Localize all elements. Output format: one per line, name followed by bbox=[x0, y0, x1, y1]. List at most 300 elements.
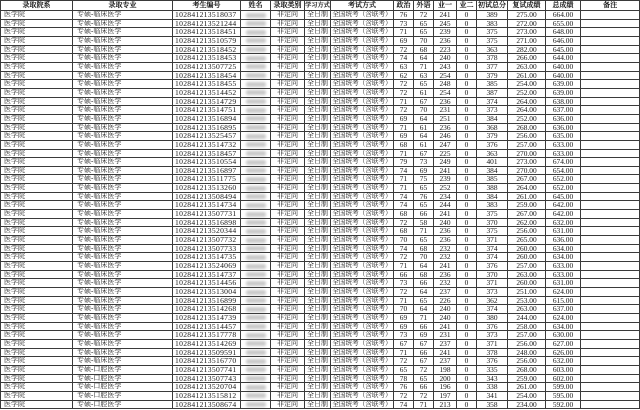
cell-politics-score: 65 bbox=[394, 366, 414, 374]
cell-remark bbox=[581, 271, 640, 279]
cell-name bbox=[241, 80, 271, 88]
cell-dept: 医学院 bbox=[1, 305, 73, 313]
cell-exam-mode: 全国统考（含联考） bbox=[331, 167, 394, 175]
cell-politics-score: 74 bbox=[394, 54, 414, 62]
cell-course1-score: 241 bbox=[434, 11, 457, 19]
cell-exam-id: 102841213513260 bbox=[173, 184, 241, 192]
cell-study-mode: 全日制 bbox=[305, 37, 331, 45]
cell-exam-id: 102841213511775 bbox=[173, 175, 241, 183]
cell-total-score: 635.00 bbox=[546, 132, 581, 140]
cell-major: 专硕-临床医学 bbox=[73, 227, 173, 235]
cell-retest-score: 270.00 bbox=[508, 167, 546, 175]
cell-exam-mode: 全国统考（含联考） bbox=[331, 54, 394, 62]
cell-politics-score: 76 bbox=[394, 11, 414, 19]
cell-major: 专硕-临床医学 bbox=[73, 323, 173, 331]
cell-course2-score: 0 bbox=[457, 392, 477, 400]
cell-retest-score: 256.00 bbox=[508, 132, 546, 140]
cell-initial-total: 380 bbox=[477, 314, 508, 322]
cell-course2-score: 0 bbox=[457, 219, 477, 227]
cell-course2-score: 0 bbox=[457, 245, 477, 253]
cell-remark bbox=[581, 106, 640, 114]
cell-initial-total: 378 bbox=[477, 349, 508, 357]
cell-exam-mode: 全国统考（含联考） bbox=[331, 392, 394, 400]
cell-total-score: 639.00 bbox=[546, 89, 581, 97]
cell-remark bbox=[581, 132, 640, 140]
cell-initial-total: 379 bbox=[477, 132, 508, 140]
cell-language-score: 67 bbox=[414, 340, 434, 348]
cell-retest-score: 253.00 bbox=[508, 297, 546, 305]
cell-language-score: 67 bbox=[414, 357, 434, 365]
table-row bbox=[1, 106, 640, 115]
table-row bbox=[1, 28, 640, 37]
cell-total-score: 640.00 bbox=[546, 72, 581, 80]
cell-course2-score: 0 bbox=[457, 167, 477, 175]
cell-exam-mode: 全国统考（含联考） bbox=[331, 124, 394, 132]
cell-retest-score: 273.00 bbox=[508, 158, 546, 166]
blurred-name bbox=[246, 73, 266, 78]
blurred-name bbox=[246, 21, 266, 26]
blurred-name bbox=[246, 376, 266, 381]
cell-course1-score: 226 bbox=[434, 297, 457, 305]
cell-retest-score: 272.00 bbox=[508, 20, 546, 28]
cell-exam-mode: 全国统考（含联考） bbox=[331, 297, 394, 305]
table-row bbox=[1, 11, 640, 20]
cell-remark bbox=[581, 357, 640, 365]
table-row bbox=[1, 253, 640, 262]
cell-study-mode: 全日制 bbox=[305, 245, 331, 253]
cell-name bbox=[241, 297, 271, 305]
blurred-name bbox=[246, 64, 266, 69]
cell-initial-total: 375 bbox=[477, 37, 508, 45]
cell-politics-score: 68 bbox=[394, 141, 414, 149]
cell-language-score: 72 bbox=[414, 392, 434, 400]
cell-retest-score: 252.00 bbox=[508, 115, 546, 123]
cell-exam-id: 102841213516770 bbox=[173, 357, 241, 365]
blurred-name bbox=[246, 264, 266, 269]
cell-exam-mode: 全国统考（含联考） bbox=[331, 401, 394, 409]
cell-category: 非定向 bbox=[271, 80, 305, 88]
cell-total-score: 634.00 bbox=[546, 323, 581, 331]
cell-category: 非定向 bbox=[271, 141, 305, 149]
cell-total-score: 636.00 bbox=[546, 124, 581, 132]
cell-initial-total: 373 bbox=[477, 331, 508, 339]
cell-language-score: 70 bbox=[414, 106, 434, 114]
cell-dept: 医学院 bbox=[1, 115, 73, 123]
cell-exam-mode: 全国统考（含联考） bbox=[331, 193, 394, 201]
blurred-name bbox=[246, 168, 266, 173]
table-row bbox=[1, 297, 640, 306]
cell-language-score: 75 bbox=[414, 175, 434, 183]
cell-total-score: 640.00 bbox=[546, 63, 581, 71]
blurred-name bbox=[246, 194, 266, 199]
cell-remark bbox=[581, 262, 640, 270]
cell-study-mode: 全日制 bbox=[305, 132, 331, 140]
cell-exam-id: 102841213514457 bbox=[173, 323, 241, 331]
cell-exam-mode: 全国统考（含联考） bbox=[331, 210, 394, 218]
cell-study-mode: 全日制 bbox=[305, 366, 331, 374]
cell-exam-mode: 全国统考（含联考） bbox=[331, 20, 394, 28]
cell-course1-score: 236 bbox=[434, 37, 457, 45]
cell-course1-score: 248 bbox=[434, 80, 457, 88]
cell-remark bbox=[581, 141, 640, 149]
cell-language-score: 65 bbox=[414, 80, 434, 88]
cell-major: 专硕-临床医学 bbox=[73, 124, 173, 132]
cell-total-score: 603.00 bbox=[546, 366, 581, 374]
cell-exam-id: 102841213510579 bbox=[173, 37, 241, 45]
cell-exam-id: 102841213507731 bbox=[173, 210, 241, 218]
cell-exam-id: 102841213518454 bbox=[173, 72, 241, 80]
cell-remark bbox=[581, 124, 640, 132]
cell-politics-score: 66 bbox=[394, 271, 414, 279]
cell-exam-id: 102841213517778 bbox=[173, 331, 241, 339]
cell-dept: 医学院 bbox=[1, 72, 73, 80]
cell-retest-score: 271.00 bbox=[508, 37, 546, 45]
table-row bbox=[1, 175, 640, 184]
cell-major: 专硕-口腔医学 bbox=[73, 375, 173, 383]
cell-total-score: 655.00 bbox=[546, 20, 581, 28]
cell-course1-score: 240 bbox=[434, 54, 457, 62]
blurred-name bbox=[246, 47, 266, 52]
cell-dept: 医学院 bbox=[1, 357, 73, 365]
cell-language-score: 64 bbox=[414, 305, 434, 313]
cell-politics-score: 71 bbox=[394, 262, 414, 270]
cell-major: 专硕-临床医学 bbox=[73, 201, 173, 209]
cell-total-score: 632.00 bbox=[546, 357, 581, 365]
cell-total-score: 634.00 bbox=[546, 245, 581, 253]
cell-initial-total: 370 bbox=[477, 219, 508, 227]
cell-major: 专硕-临床医学 bbox=[73, 158, 173, 166]
cell-exam-mode: 全国统考（含联考） bbox=[331, 271, 394, 279]
cell-course1-score: 241 bbox=[434, 262, 457, 270]
cell-politics-score: 68 bbox=[394, 210, 414, 218]
cell-dept: 医学院 bbox=[1, 46, 73, 54]
cell-name bbox=[241, 175, 271, 183]
cell-course1-score: 244 bbox=[434, 201, 457, 209]
cell-retest-score: 268.00 bbox=[508, 124, 546, 132]
blurred-name bbox=[246, 177, 266, 182]
cell-dept: 医学院 bbox=[1, 383, 73, 391]
cell-retest-score: 275.00 bbox=[508, 11, 546, 19]
blurred-name bbox=[246, 134, 266, 139]
cell-course1-score: 239 bbox=[434, 175, 457, 183]
cell-category: 非定向 bbox=[271, 279, 305, 287]
cell-study-mode: 全日制 bbox=[305, 210, 331, 218]
cell-study-mode: 全日制 bbox=[305, 357, 331, 365]
cell-remark bbox=[581, 115, 640, 123]
cell-course2-score: 0 bbox=[457, 366, 477, 374]
cell-course2-score: 0 bbox=[457, 28, 477, 36]
cell-exam-id: 102841213507733 bbox=[173, 245, 241, 253]
cell-remark bbox=[581, 11, 640, 19]
cell-politics-score: 74 bbox=[394, 167, 414, 175]
cell-initial-total: 378 bbox=[477, 54, 508, 62]
cell-initial-total: 384 bbox=[477, 193, 508, 201]
cell-total-score: 632.00 bbox=[546, 219, 581, 227]
cell-course2-score: 0 bbox=[457, 340, 477, 348]
cell-language-score: 67 bbox=[414, 98, 434, 106]
cell-total-score: 654.00 bbox=[546, 167, 581, 175]
cell-initial-total: 376 bbox=[477, 262, 508, 270]
cell-course2-score: 0 bbox=[457, 37, 477, 45]
blurred-name bbox=[246, 255, 266, 260]
cell-name bbox=[241, 132, 271, 140]
cell-dept: 医学院 bbox=[1, 167, 73, 175]
cell-exam-id: 102841213516897 bbox=[173, 167, 241, 175]
cell-remark bbox=[581, 227, 640, 235]
cell-name bbox=[241, 63, 271, 71]
cell-category: 非定向 bbox=[271, 124, 305, 132]
table-row bbox=[1, 150, 640, 159]
cell-exam-id: 102841213518453 bbox=[173, 54, 241, 62]
cell-exam-mode: 全国统考（含联考） bbox=[331, 98, 394, 106]
cell-language-score: 68 bbox=[414, 46, 434, 54]
cell-dept: 医学院 bbox=[1, 297, 73, 305]
cell-study-mode: 全日制 bbox=[305, 46, 331, 54]
blurred-name bbox=[246, 229, 266, 234]
cell-politics-score: 72 bbox=[394, 392, 414, 400]
cell-retest-score: 256.00 bbox=[508, 357, 546, 365]
cell-initial-total: 376 bbox=[477, 357, 508, 365]
cell-exam-mode: 全国统考（含联考） bbox=[331, 106, 394, 114]
table-row bbox=[1, 279, 640, 288]
table-row bbox=[1, 288, 640, 297]
cell-major: 专硕-临床医学 bbox=[73, 98, 173, 106]
cell-remark bbox=[581, 175, 640, 183]
cell-course1-score: 237 bbox=[434, 288, 457, 296]
cell-name bbox=[241, 236, 271, 244]
cell-major: 专硕-临床医学 bbox=[73, 288, 173, 296]
table-row bbox=[1, 124, 640, 133]
cell-language-score: 65 bbox=[414, 375, 434, 383]
blurred-name bbox=[246, 212, 266, 217]
cell-course2-score: 0 bbox=[457, 305, 477, 313]
table-row bbox=[1, 401, 640, 410]
cell-exam-mode: 全国统考（含联考） bbox=[331, 150, 394, 158]
cell-initial-total: 371 bbox=[477, 340, 508, 348]
cell-remark bbox=[581, 305, 640, 313]
cell-name bbox=[241, 392, 271, 400]
cell-course1-score: 225 bbox=[434, 150, 457, 158]
cell-course1-score: 236 bbox=[434, 124, 457, 132]
cell-politics-score: 78 bbox=[394, 375, 414, 383]
cell-study-mode: 全日制 bbox=[305, 72, 331, 80]
cell-initial-total: 379 bbox=[477, 72, 508, 80]
cell-name bbox=[241, 11, 271, 19]
cell-remark bbox=[581, 150, 640, 158]
cell-major: 专硕-口腔医学 bbox=[73, 366, 173, 374]
cell-category: 非定向 bbox=[271, 46, 305, 54]
cell-course2-score: 0 bbox=[457, 132, 477, 140]
cell-language-score: 71 bbox=[414, 227, 434, 235]
cell-exam-id: 102841213515812 bbox=[173, 392, 241, 400]
cell-course2-score: 0 bbox=[457, 175, 477, 183]
header-exam-id: 考生编号 bbox=[173, 1, 241, 10]
cell-politics-score: 72 bbox=[394, 106, 414, 114]
cell-retest-score: 257.00 bbox=[508, 262, 546, 270]
cell-politics-score: 71 bbox=[394, 184, 414, 192]
cell-major: 专硕-临床医学 bbox=[73, 20, 173, 28]
cell-category: 非定向 bbox=[271, 210, 305, 218]
blurred-name bbox=[246, 281, 266, 286]
blurred-name bbox=[246, 142, 266, 147]
cell-course2-score: 0 bbox=[457, 150, 477, 158]
header-initial-total: 初试总分 bbox=[478, 1, 506, 9]
cell-study-mode: 全日制 bbox=[305, 193, 331, 201]
cell-remark bbox=[581, 383, 640, 391]
cell-course1-score: 247 bbox=[434, 141, 457, 149]
cell-study-mode: 全日制 bbox=[305, 392, 331, 400]
cell-course2-score: 0 bbox=[457, 314, 477, 322]
cell-politics-score: 71 bbox=[394, 297, 414, 305]
cell-exam-mode: 全国统考（含联考） bbox=[331, 37, 394, 45]
cell-category: 非定向 bbox=[271, 167, 305, 175]
cell-name bbox=[241, 106, 271, 114]
cell-retest-score: 251.00 bbox=[508, 288, 546, 296]
cell-language-score: 64 bbox=[414, 288, 434, 296]
cell-study-mode: 全日制 bbox=[305, 323, 331, 331]
cell-study-mode: 全日制 bbox=[305, 106, 331, 114]
cell-language-score: 71 bbox=[414, 314, 434, 322]
cell-dept: 医学院 bbox=[1, 288, 73, 296]
cell-exam-id: 102841213518037 bbox=[173, 11, 241, 19]
cell-politics-score: 72 bbox=[394, 357, 414, 365]
cell-name bbox=[241, 115, 271, 123]
cell-total-score: 636.00 bbox=[546, 236, 581, 244]
cell-name bbox=[241, 340, 271, 348]
cell-remark bbox=[581, 167, 640, 175]
cell-study-mode: 全日制 bbox=[305, 340, 331, 348]
cell-total-score: 664.00 bbox=[546, 11, 581, 19]
table-row bbox=[1, 37, 640, 46]
cell-course2-score: 0 bbox=[457, 262, 477, 270]
cell-name bbox=[241, 219, 271, 227]
cell-course2-score: 0 bbox=[457, 98, 477, 106]
cell-category: 非定向 bbox=[271, 297, 305, 305]
cell-total-score: 644.00 bbox=[546, 54, 581, 62]
cell-exam-id: 102841213510554 bbox=[173, 158, 241, 166]
cell-study-mode: 全日制 bbox=[305, 305, 331, 313]
cell-dept: 医学院 bbox=[1, 106, 73, 114]
cell-course2-score: 0 bbox=[457, 323, 477, 331]
cell-exam-id: 102841213520344 bbox=[173, 227, 241, 235]
header-course1-score: 业一 bbox=[434, 1, 457, 10]
header-category: 录取类别 bbox=[271, 1, 305, 10]
cell-exam-mode: 全国统考（含联考） bbox=[331, 115, 394, 123]
cell-total-score: 642.00 bbox=[546, 210, 581, 218]
cell-exam-id: 102841213513004 bbox=[173, 288, 241, 296]
blurred-name bbox=[246, 290, 266, 295]
blurred-name bbox=[246, 238, 266, 243]
cell-exam-mode: 全国统考（含联考） bbox=[331, 253, 394, 261]
cell-category: 非定向 bbox=[271, 314, 305, 322]
cell-total-score: 633.00 bbox=[546, 150, 581, 158]
cell-category: 非定向 bbox=[271, 37, 305, 45]
blurred-name bbox=[246, 116, 266, 121]
cell-course1-score: 240 bbox=[434, 305, 457, 313]
cell-course1-score: 241 bbox=[434, 167, 457, 175]
cell-language-score: 65 bbox=[414, 201, 434, 209]
cell-dept: 医学院 bbox=[1, 331, 73, 339]
cell-politics-score: 63 bbox=[394, 63, 414, 71]
cell-study-mode: 全日制 bbox=[305, 158, 331, 166]
table-row bbox=[1, 375, 640, 384]
cell-language-score: 61 bbox=[414, 89, 434, 97]
cell-study-mode: 全日制 bbox=[305, 28, 331, 36]
cell-exam-mode: 全国统考（含联考） bbox=[331, 89, 394, 97]
header-remark: 备注 bbox=[581, 1, 640, 10]
cell-remark bbox=[581, 46, 640, 54]
cell-initial-total: 358 bbox=[477, 401, 508, 409]
table-row bbox=[1, 80, 640, 89]
cell-initial-total: 388 bbox=[477, 184, 508, 192]
cell-course1-score: 236 bbox=[434, 227, 457, 235]
blurred-name bbox=[246, 160, 266, 165]
cell-remark bbox=[581, 323, 640, 331]
cell-total-score: 626.00 bbox=[546, 349, 581, 357]
cell-dept: 医学院 bbox=[1, 175, 73, 183]
table-row bbox=[1, 210, 640, 219]
cell-exam-mode: 全国统考（含联考） bbox=[331, 340, 394, 348]
cell-study-mode: 全日制 bbox=[305, 201, 331, 209]
cell-study-mode: 全日制 bbox=[305, 288, 331, 296]
cell-language-score: 72 bbox=[414, 11, 434, 19]
cell-total-score: 602.00 bbox=[546, 375, 581, 383]
cell-course1-score: 232 bbox=[434, 253, 457, 261]
cell-retest-score: 259.00 bbox=[508, 201, 546, 209]
cell-politics-score: 69 bbox=[394, 314, 414, 322]
cell-course1-score: 231 bbox=[434, 331, 457, 339]
cell-remark bbox=[581, 28, 640, 36]
cell-name bbox=[241, 383, 271, 391]
cell-retest-score: 265.00 bbox=[508, 236, 546, 244]
cell-category: 非定向 bbox=[271, 158, 305, 166]
cell-major: 专硕-临床医学 bbox=[73, 193, 173, 201]
blurred-name bbox=[246, 99, 266, 104]
cell-exam-mode: 全国统考（含联考） bbox=[331, 349, 394, 357]
cell-dept: 医学院 bbox=[1, 20, 73, 28]
cell-remark bbox=[581, 245, 640, 253]
cell-exam-id: 102841213520704 bbox=[173, 383, 241, 391]
cell-course2-score: 0 bbox=[457, 271, 477, 279]
cell-study-mode: 全日制 bbox=[305, 401, 331, 409]
cell-politics-score: 68 bbox=[394, 227, 414, 235]
cell-remark bbox=[581, 72, 640, 80]
cell-name bbox=[241, 150, 271, 158]
cell-initial-total: 384 bbox=[477, 115, 508, 123]
cell-name bbox=[241, 158, 271, 166]
cell-course2-score: 0 bbox=[457, 279, 477, 287]
cell-total-score: 645.00 bbox=[546, 193, 581, 201]
cell-retest-score: 258.00 bbox=[508, 323, 546, 331]
cell-exam-mode: 全国统考（含联考） bbox=[331, 262, 394, 270]
cell-total-score: 624.00 bbox=[546, 288, 581, 296]
cell-category: 非定向 bbox=[271, 375, 305, 383]
cell-total-score: 637.00 bbox=[546, 106, 581, 114]
cell-major: 专硕-临床医学 bbox=[73, 245, 173, 253]
cell-politics-score: 72 bbox=[394, 80, 414, 88]
cell-name bbox=[241, 375, 271, 383]
header-total-score: 总成绩 bbox=[546, 1, 581, 10]
header-exam-mode: 考试方式 bbox=[331, 1, 394, 10]
cell-major: 专硕-临床医学 bbox=[73, 184, 173, 192]
cell-politics-score: 74 bbox=[394, 201, 414, 209]
cell-language-score: 64 bbox=[414, 54, 434, 62]
blurred-name bbox=[246, 385, 266, 390]
cell-name bbox=[241, 401, 271, 409]
cell-exam-id: 102841213514739 bbox=[173, 314, 241, 322]
cell-category: 非定向 bbox=[271, 175, 305, 183]
cell-exam-mode: 全国统考（含联考） bbox=[331, 279, 394, 287]
